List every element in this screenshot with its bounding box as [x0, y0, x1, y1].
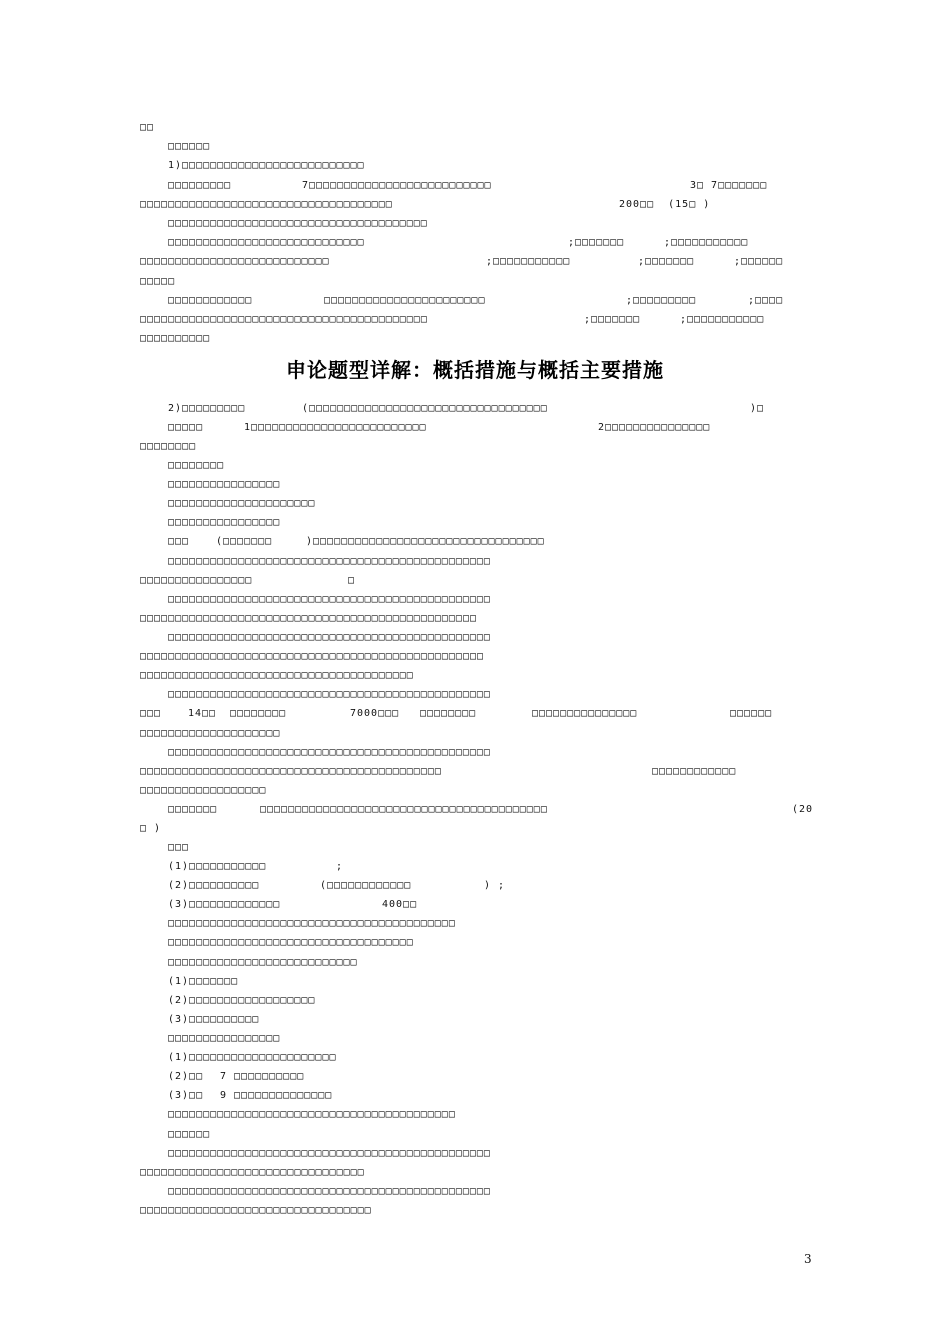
text-line: □□□□□□□□□□□□□□□□□□□□□□□□□□□□□□□□	[140, 1167, 365, 1178]
text-line: □□□□□□□□□□□□□□□□	[168, 517, 281, 528]
text-line: □□□□□□□□□□□□□□□□□□□□□□□	[324, 295, 486, 306]
text-line: ;□□□□□□□□□□□	[680, 314, 765, 325]
text-line: ;□□□□□□□	[638, 256, 695, 267]
text-line: 2)□□□□□□□□□	[168, 403, 246, 414]
text-line: □□□□□□□□□□□□□□□□□□□□□□□□□□□□□□□□□□□□□□□□□□□□□□	[168, 1148, 491, 1159]
text-line: □□□□□□□□	[420, 708, 477, 719]
text-line: □□□□□□□□□□□□□□□□□□□□□□□□□□□□□□□□□□□□□□□□□□□□□□	[168, 556, 491, 567]
text-line: ;□□□□□□□□□	[626, 295, 697, 306]
text-line: □□□□□□□□	[140, 441, 197, 452]
text-line: □□□	[168, 536, 190, 547]
text-line: 2□□□□□□□□□□□□□□□	[598, 422, 711, 433]
text-line: (□□□□□□□□□□□□	[320, 880, 412, 891]
text-line: )□	[750, 403, 765, 414]
text-line: □□□	[168, 842, 190, 853]
text-line: □□□□□□	[168, 141, 211, 152]
text-line: □□□□□□□□□□□□□□□□□□□□□□□□□□□	[168, 957, 358, 968]
text-line: (1)□□□□□□□	[168, 976, 239, 987]
text-line: )□□□□□□□□□□□□□□□□□□□□□□□□□□□□□□□□□	[306, 536, 545, 547]
text-line: 400□□	[382, 899, 418, 910]
text-line: □□□□□□□□□□□□□□□□□□□□□□□□□□□□□□□□□□□□□□□□□□□□□□	[168, 1186, 491, 1197]
text-line: 1□□□□□□□□□□□□□□□□□□□□□□□□□	[244, 422, 427, 433]
text-line: ;□□□□□□□□□□□	[486, 256, 571, 267]
text-line: □□□□□□□□□□□□□□□□□□□□□□□□□□□□□□□□□	[140, 1205, 372, 1216]
text-line: 7 □□□□□□□□□□	[220, 1071, 305, 1082]
text-line: □□□□□□□□□□□□□□□□□□□□□□□□□□□□□□□□□□□□□□□□□	[260, 804, 548, 815]
text-line: □□□□□□□□□□□□□□□□□□□□□□□□□□□□□□□□□□□□□□□□□□□□□□□□□	[140, 651, 485, 662]
text-line: □□□□□□□□□	[168, 180, 232, 191]
text-line: □□□□□□□□□□□□□□□□	[168, 479, 281, 490]
text-line: □□□□□□□□□□□□□□□□□□□□□□□□□□□□□□□□□□□□□□□□□	[168, 1109, 456, 1120]
text-line: □□□□□□□□□□□□□□□	[532, 708, 638, 719]
text-line: □□□□□□□□□□□□□□□□□□□□□□□□□□□□□□□□□□□□□□□□□	[140, 314, 428, 325]
text-line: □□□□□□□□□□□□□□□□	[140, 575, 253, 586]
text-line: □□□□□□□□□□□□□□□□□□□□□□□□□□□□□□□□□□□□□□□□□□□□□□	[168, 594, 491, 605]
text-line: 1)□□□□□□□□□□□□□□□□□□□□□□□□□□	[168, 160, 365, 171]
text-line: □□□□□□□□□□□□□□□□□□□□□□□□□□□	[140, 256, 330, 267]
text-line: ) ;	[484, 880, 506, 891]
text-line: □□□□□□□□□□□□□□□□□□□□□□□□□□□□□□□□□□□□□□□□□	[168, 918, 456, 929]
text-line: □□□□□□□	[168, 804, 218, 815]
text-line: □□□□□	[140, 276, 176, 287]
text-line: □□□□□□	[730, 708, 773, 719]
text-line: (2)□□	[168, 1071, 204, 1082]
text-line: (3)□□	[168, 1090, 204, 1101]
text-line: □	[348, 575, 356, 586]
text-line: 14□□	[188, 708, 217, 719]
text-line: ;□□□□	[748, 295, 784, 306]
text-line: ;□□□□□□□□□□□	[664, 237, 749, 248]
page-title: 申论题型详解：概括措施与概括主要措施	[286, 358, 664, 382]
text-line: ;□□□□□□	[734, 256, 784, 267]
text-line: □□□□□□□□□□□□	[168, 295, 253, 306]
text-line: (1)□□□□□□□□□□□□□□□□□□□□□	[168, 1052, 337, 1063]
text-line: □□□□□□□□□□□□□□□□□□□□	[140, 728, 281, 739]
text-line: □□□□□□□□□□	[140, 333, 211, 344]
text-line: (20	[792, 804, 814, 815]
text-line: 9 □□□□□□□□□□□□□□	[220, 1090, 333, 1101]
text-line: 3□ 7□□□□□□□	[690, 180, 768, 191]
text-line: □□□□□□□□□□□□□□□□□□□□□□□□□□□□□□□□□□□	[168, 937, 414, 948]
text-line: □□□□□□□□□□□□□□□□	[168, 1033, 281, 1044]
text-line: □ )	[140, 823, 162, 834]
text-line: □□□□□□□□	[230, 708, 287, 719]
text-line: ;□□□□□□□	[568, 237, 625, 248]
text-line: □□□	[140, 708, 162, 719]
text-line: 7000□□□	[350, 708, 400, 719]
text-line: □□□□□□□□□□□□□□□□□□□□□□□□□□□□□□□□□□□□□□□	[140, 670, 414, 681]
text-line: □□□□□□□□□□□□□□□□□□□□□□□□□□□□□□□□□□□□□□□□□□□□□□□□	[140, 613, 477, 624]
text-line: □□□□□□	[168, 1129, 211, 1140]
text-line: 7□□□□□□□□□□□□□□□□□□□□□□□□□□	[302, 180, 492, 191]
text-line: ;	[336, 861, 344, 872]
text-line: (2)□□□□□□□□□□□□□□□□□□	[168, 995, 316, 1006]
text-line: □□□□□□□□□□□□□□□□□□□□□	[168, 498, 316, 509]
page-number: 3	[804, 1252, 812, 1266]
text-line: (3)□□□□□□□□□□	[168, 1014, 260, 1025]
text-line: □□□□□□□□	[168, 460, 225, 471]
text-line: □□□□□□□□□□□□□□□□□□□□□□□□□□□□□□□□□□□□□□□□□□□	[140, 766, 442, 777]
text-line: □□□□□□□□□□□□□□□□□□□□□□□□□□□□□□□□□□□□	[140, 199, 393, 210]
text-line: (3)□□□□□□□□□□□□□	[168, 899, 281, 910]
text-line: (1)□□□□□□□□□□□	[168, 861, 267, 872]
text-line: □□	[140, 122, 155, 133]
text-line: 200□□ (15□ )	[619, 199, 711, 210]
text-line: □□□□□□□□□□□□□□□□□□□□□□□□□□□□	[168, 237, 365, 248]
text-line: (2)□□□□□□□□□□	[168, 880, 260, 891]
text-line: □□□□□□□□□□□□□□□□□□	[140, 785, 267, 796]
text-line: ;□□□□□□□	[584, 314, 641, 325]
text-line: □□□□□□□□□□□□□□□□□□□□□□□□□□□□□□□□□□□□□□□□□□□□□□	[168, 689, 491, 700]
text-line: (□□□□□□□□□□□□□□□□□□□□□□□□□□□□□□□□□□	[302, 403, 548, 414]
text-line: □□□□□□□□□□□□	[652, 766, 737, 777]
text-line: □□□□□	[168, 422, 204, 433]
text-line: (□□□□□□□	[216, 536, 273, 547]
text-line: □□□□□□□□□□□□□□□□□□□□□□□□□□□□□□□□□□□□□	[168, 218, 428, 229]
text-line: □□□□□□□□□□□□□□□□□□□□□□□□□□□□□□□□□□□□□□□□□□□□□□	[168, 632, 491, 643]
text-line: □□□□□□□□□□□□□□□□□□□□□□□□□□□□□□□□□□□□□□□□□□□□□□	[168, 747, 491, 758]
